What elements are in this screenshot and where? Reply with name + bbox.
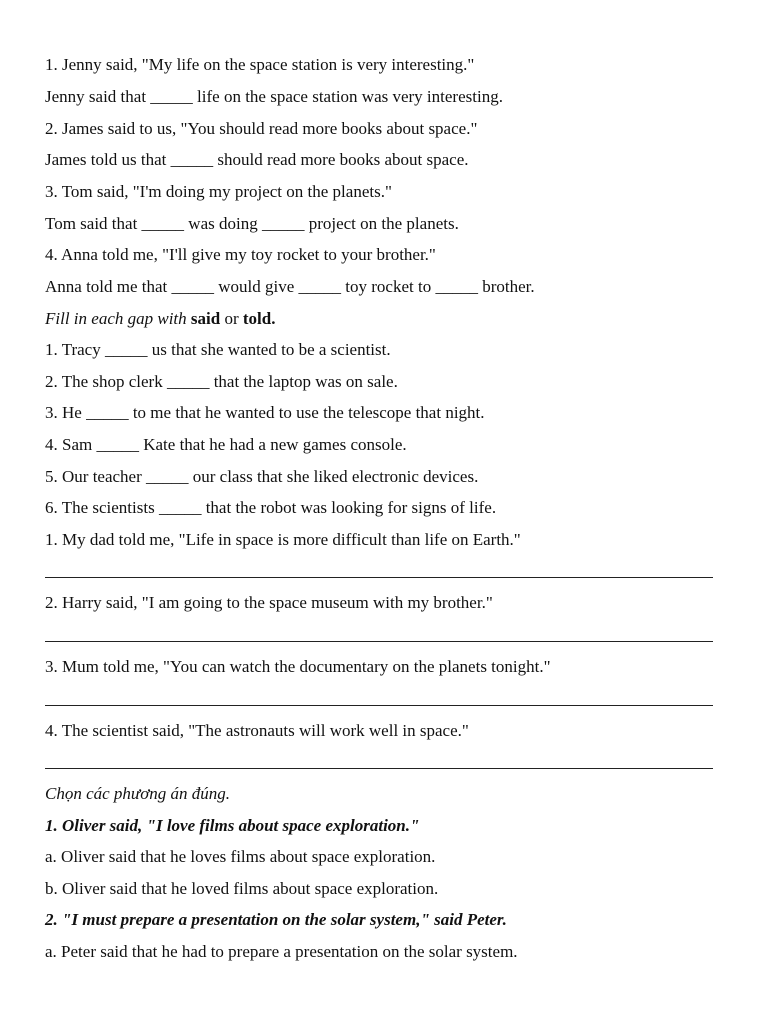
part2-word-said: said [190, 309, 221, 328]
part2-word-or: or [224, 309, 239, 328]
part1-reported-2: James told us that _____ should read more books about space. [45, 150, 469, 169]
part3-item-1: 1. My dad told me, "Life in space is more difficult than life on Earth." [45, 530, 521, 549]
part4-question-2-option-a: a. Peter said that he had to prepare a presentation on the solar system. [45, 942, 518, 961]
part2-item-1: 1. Tracy _____ us that she wanted to be a scientist. [45, 340, 391, 359]
part1-quote-1: 1. Jenny said, "My life on the space station is very interesting." [45, 55, 475, 74]
part4-question-2: 2. "I must prepare a presentation on the solar system," said Peter. [45, 910, 507, 929]
part4-instruction: Chọn các phương án đúng. [45, 784, 231, 803]
answer-line-3 [45, 705, 713, 706]
part2-item-3: 3. He _____ to me that he wanted to use the telescope that night. [45, 403, 485, 422]
part1-reported-1: Jenny said that _____ life on the space station was very interesting. [45, 87, 503, 106]
part2-item-6: 6. The scientists _____ that the robot was looking for signs of life. [45, 498, 497, 517]
part2-item-5: 5. Our teacher _____ our class that she liked electronic devices. [45, 467, 479, 486]
answer-line-2 [45, 641, 713, 642]
part4-question-1-option-b: b. Oliver said that he loved films about space exploration. [45, 879, 439, 898]
part3-item-2: 2. Harry said, "I am going to the space museum with my brother." [45, 593, 493, 612]
part4-question-1-option-a: a. Oliver said that he loves films about space exploration. [45, 847, 436, 866]
part2-item-4: 4. Sam _____ Kate that he had a new games console. [45, 435, 407, 454]
part2-instruction [45, 309, 275, 329]
answer-line-4 [45, 768, 713, 769]
part1-quote-2: 2. James said to us, "You should read more books about space." [45, 119, 478, 138]
part1-quote-3: 3. Tom said, "I'm doing my project on the planets." [45, 182, 392, 201]
part3-item-3: 3. Mum told me, "You can watch the documentary on the planets tonight." [45, 657, 551, 676]
part2-word-told: told. [242, 309, 276, 328]
part3-item-4: 4. The scientist said, "The astronauts will work well in space." [45, 721, 469, 740]
answer-line-1 [45, 577, 713, 578]
part1-reported-3: Tom said that _____ was doing _____ project on the planets. [45, 214, 459, 233]
part4-question-1: 1. Oliver said, "I love films about space exploration." [45, 816, 420, 835]
part2-item-2: 2. The shop clerk _____ that the laptop was on sale. [45, 372, 398, 391]
part1-reported-4: Anna told me that _____ would give _____ toy rocket to _____ brother. [45, 277, 535, 296]
part2-instruction-prefix: Fill in each gap with [45, 309, 187, 328]
part1-quote-4: 4. Anna told me, "I'll give my toy rocket to your brother." [45, 245, 436, 264]
